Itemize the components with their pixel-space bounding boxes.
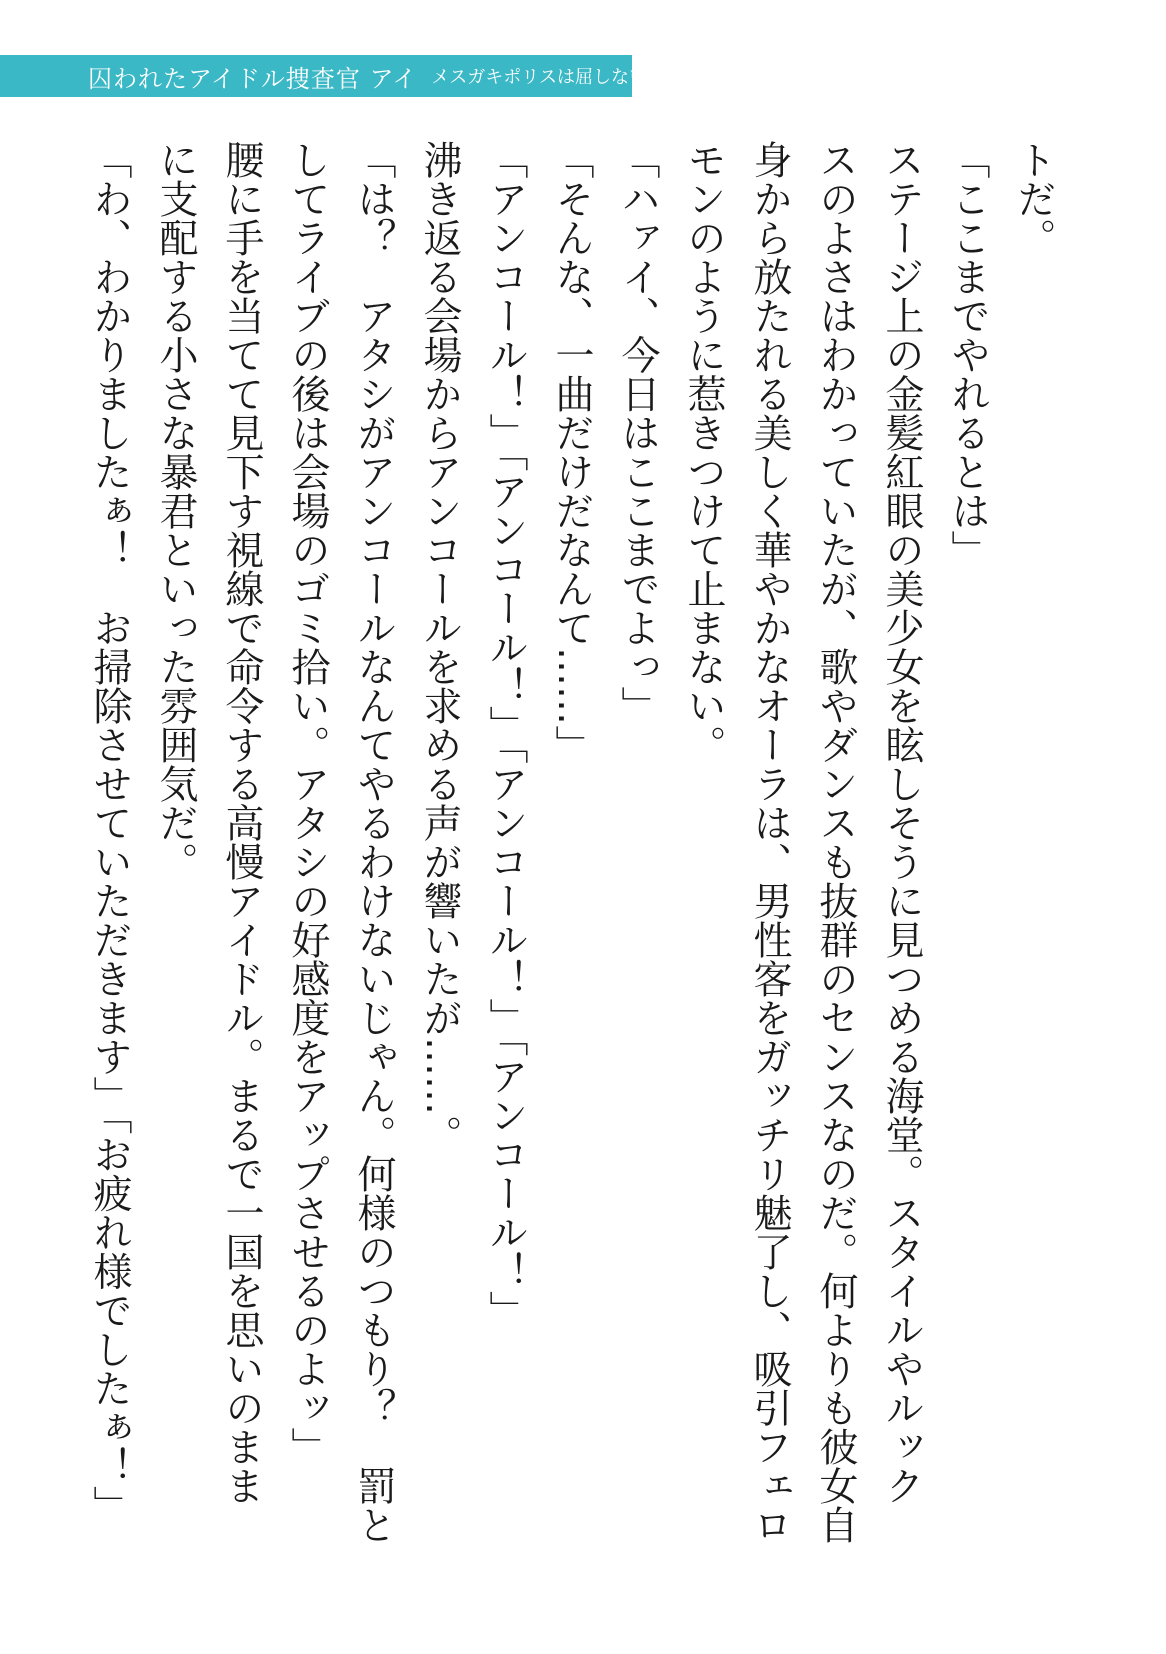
text-line: モンのように惹きつけて止まない。 [681, 140, 726, 764]
header-band [0, 55, 655, 97]
text-line: 腰に手を当てて見下す視線で命令する高慢アイドル。まるで一国を思いのまま [219, 140, 264, 1505]
vertical-body-text [76, 140, 1066, 1620]
book-title: 囚われたアイドル捜査官 アイ [88, 64, 418, 93]
book-subtitle: メスガキポリスは屈しない! [431, 67, 655, 88]
text-line: 「ハァイ、今日はここまでよっ」 [615, 140, 660, 725]
text-line: 「ここまでやれるとは」 [945, 140, 990, 569]
text-line: ステージ上の金髪紅眼の美少女を眩しそうに見つめる海堂。スタイルやルック [879, 140, 924, 1505]
text-line: 「アンコール！」「アンコール！」「アンコール！」「アンコール！」 [483, 140, 528, 1330]
text-line: 身から放たれる美しく華やかなオーラは、男性客をガッチリ魅了し、吸引フェロ [747, 140, 792, 1544]
text-line: 「そんな、一曲だけだなんて……」 [549, 140, 594, 764]
text-line: スのよさはわかっていたが、歌やダンスも抜群のセンスなのだ。何よりも彼女自 [813, 140, 858, 1544]
text-line: に支配する小さな暴君といった雰囲気だ。 [153, 140, 198, 881]
text-line: 「わ、わかりましたぁ！ お掃除させていただきます」「お疲れ様でしたぁ！」 [87, 140, 132, 1525]
text-line: してライブの後は会場のゴミ拾い。アタシの好感度をアップさせるのよッ」 [285, 140, 330, 1466]
text-line: 沸き返る会場からアンコールを求める声が響いたが……。 [417, 140, 462, 1154]
text-line: トだ。 [1011, 140, 1056, 257]
text-line: 「は？ アタシがアンコールなんてやるわけないじゃん。何様のつもり？ 罰と [351, 140, 396, 1544]
